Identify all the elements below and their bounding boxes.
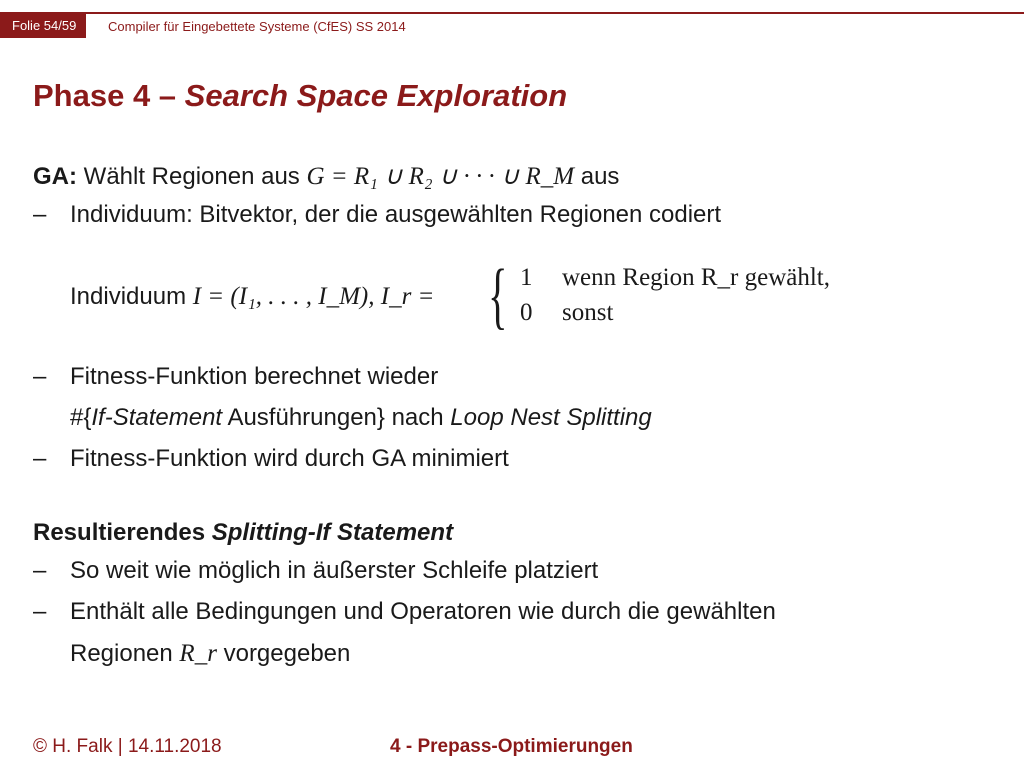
bullet-5: Enthält alle Bedingungen und Operatoren wie durch die gewählten — [70, 598, 776, 625]
top-bar — [0, 0, 1024, 12]
bullet-1: Individuum: Bitvektor, der die ausgewählten Regionen codiert — [70, 201, 722, 228]
b5-cont-prefix: Regionen — [70, 640, 180, 667]
case-2 — [520, 298, 613, 328]
case-2-value: 0 — [520, 299, 533, 326]
b2-cont-italic2: Loop Nest Splitting — [450, 404, 652, 431]
case-1 — [520, 263, 830, 293]
slide-title — [33, 76, 567, 116]
ga-line — [33, 162, 619, 192]
slide-number: Folie 54/59 — [0, 14, 86, 38]
footer-chapter: 4 - Prepass-Optimierungen — [390, 736, 633, 757]
ga-formula: G = R₁ ∪ R₂ ∪ · · · ∪ R_M — [306, 163, 575, 190]
title-italic: Search Space Exploration — [184, 78, 568, 113]
footer-author-date: © H. Falk | 14.11.2018 — [33, 736, 222, 757]
bullet-dash-2: – — [33, 363, 47, 390]
bullet-4: So weit wie möglich in äußerster Schleife platziert — [70, 557, 599, 584]
bullet-dash-5: – — [33, 598, 47, 625]
bullet-dash-3: – — [33, 445, 47, 472]
result-italic: Splitting-If Statement — [211, 519, 454, 546]
bullet-dash-4: – — [33, 557, 47, 584]
bullet-3: Fitness-Funktion wird durch GA minimiert — [70, 445, 509, 472]
course-title: Compiler für Eingebettete Systeme (CfES) SS 2014 — [108, 19, 406, 34]
case-1-value: 1 — [520, 264, 533, 291]
individuum-label: Individuum — [70, 283, 193, 310]
individuum-line — [70, 282, 434, 312]
case-2-text: sonst — [562, 299, 614, 326]
ga-text: Wählt Regionen aus — [77, 163, 307, 190]
b5-cont-suffix: vorgegeben — [216, 640, 351, 667]
b2-cont-mid: Ausführungen} nach — [222, 404, 451, 431]
bullet-dash-1: – — [33, 201, 47, 228]
top-rule — [0, 12, 1024, 14]
b2-cont-italic1: If-Statement — [91, 404, 223, 431]
result-heading — [33, 518, 453, 548]
bullet-5-continuation — [70, 639, 350, 669]
case-1-text: wenn Region R_r gewählt, — [562, 264, 831, 291]
bullet-2-continuation — [70, 403, 652, 433]
title-prefix: Phase 4 – — [33, 78, 185, 113]
ga-suffix: aus — [574, 163, 620, 190]
result-label: Resultierendes — [33, 519, 212, 546]
b2-cont-prefix: #{ — [70, 404, 92, 431]
bullet-2: Fitness-Funktion berechnet wieder — [70, 363, 439, 390]
individuum-formula: I = (I₁, . . . , I_M), I_r = — [192, 283, 435, 310]
ga-label: GA: — [33, 163, 77, 190]
b5-cont-math: R_r — [179, 640, 217, 667]
cases-brace: { — [488, 255, 508, 337]
